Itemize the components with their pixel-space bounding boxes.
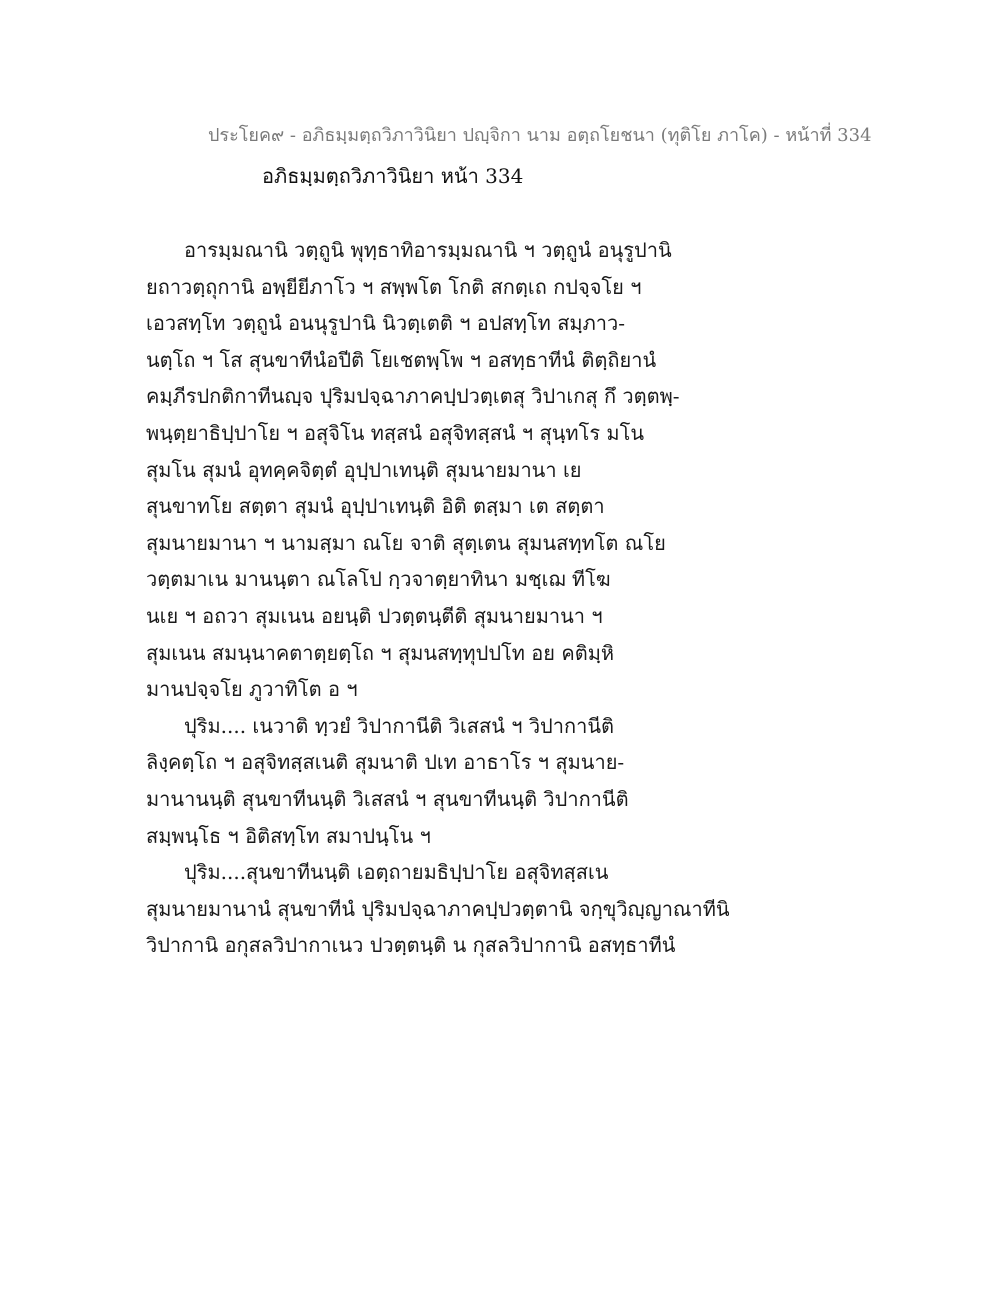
text-line: ปุริม.... เนวาติ ทฺวยํ วิปากานีติ วิเสสนํ ฯ วิปากานีติ: [184, 713, 614, 738]
text-line: สุมเนน สมนฺนาคตาตฺยตฺโถ ฯ สุมนสทฺทุปปโท อย คติมฺหิ: [146, 640, 615, 665]
text-line: อารมฺมณานิ วตฺถูนิ พุทฺธาทิอารมฺมณานิ ฯ วตฺถูนํ อนุรูปานิ: [184, 238, 672, 262]
text-line: นตฺโถ ฯ โส สุนขาทีนํอปีติ โยเชตพฺโพ ฯ อสทฺธาทีนํ ติตฺถิยานํ: [146, 347, 657, 372]
book-title: อภิธมฺมตฺถวิภาวินิยา หน้า 334: [262, 164, 524, 188]
main-text: [146, 232, 730, 964]
text-line: ปุริม....สุนขาทีนนฺติ เอตฺถายมธิปฺปาโย อสุจิทสฺสเน: [184, 860, 609, 885]
text-line: พนฺตฺยาธิปฺปาโย ฯ อสุจิโน ทสฺสนํ อสุจิทสฺสนํ ฯ สุนฺทโร มโน: [146, 420, 645, 445]
text-line: คมฺภีรปกติกาทีนญฺจ ปุริมปจฺฉาภาคปฺปวตฺเตสุ วิปาเกสุ กึ วตฺตพฺ-: [146, 384, 680, 409]
text-line: วตฺตมาเน มานนฺตา ณโลโป กฺวจาตฺยาทินา มชฺเฌ ทีโฆ: [146, 567, 611, 592]
text-line: ลิงฺคตฺโถ ฯ อสุจิทสฺสเนติ สุมนาติ ปเท อาธาโร ฯ สุมนาย-: [146, 750, 625, 775]
text-line: วิปากานิ อกุสลวิปากาเนว ปวตฺตนฺติ น กุสลวิปากานิ อสทฺธาทีนํ: [146, 933, 676, 958]
text-line: สมฺพนฺโธ ฯ อิติสทฺโท สมาปนฺโน ฯ: [146, 823, 431, 848]
text-line: สุมโน สุมนํ อุทคฺคจิตฺตํ อุปฺปาเทนฺติ สุมนายมานา เย: [146, 457, 582, 482]
running-header: ประโยค๙ - อภิธมฺมตฺถวิภาวินิยา ปญฺจิกา นาม อตฺถโยชนา (ทุติโย ภาโค) - หน้าที่ 334: [208, 125, 872, 146]
text-line: ยถาวตฺถุกานิ อพฺยียีภาโว ฯ สพฺพโต โกติ สกตฺเถ กปจฺจโย ฯ: [146, 274, 642, 299]
text-line: สุมนายมานา ฯ นามสฺมา ณโย จาติ สุตฺเตน สุมนสทฺทโต ณโย: [146, 530, 666, 555]
text-line: มานปจฺจโย ภูวาทิโต อ ฯ: [146, 677, 358, 702]
text-line: นเย ฯ อถวา สุมเนน อยนฺติ ปวตฺตนฺตีติ สุมนายมานา ฯ: [146, 603, 603, 628]
text-line: สุนขาทโย สตฺตา สุมนํ อุปฺปาเทนฺติ อิติ ตสฺมา เต สตฺตา: [146, 494, 605, 519]
text-line: เอวสทฺโท วตฺถูนํ อนนุรูปานิ นิวตฺเตติ ฯ อปสทฺโท สมฺภาว-: [146, 311, 625, 336]
text-line: มานานนฺติ สุนขาทีนนฺติ วิเสสนํ ฯ สุนขาทีนนฺติ วิปากานีติ: [146, 786, 629, 811]
text-line: สุมนายมานานํ สุนขาทีนํ ปุริมปจฺฉาภาคปฺปวตฺตานิ จกฺขุวิญฺญาณาทีนิ: [146, 896, 730, 921]
